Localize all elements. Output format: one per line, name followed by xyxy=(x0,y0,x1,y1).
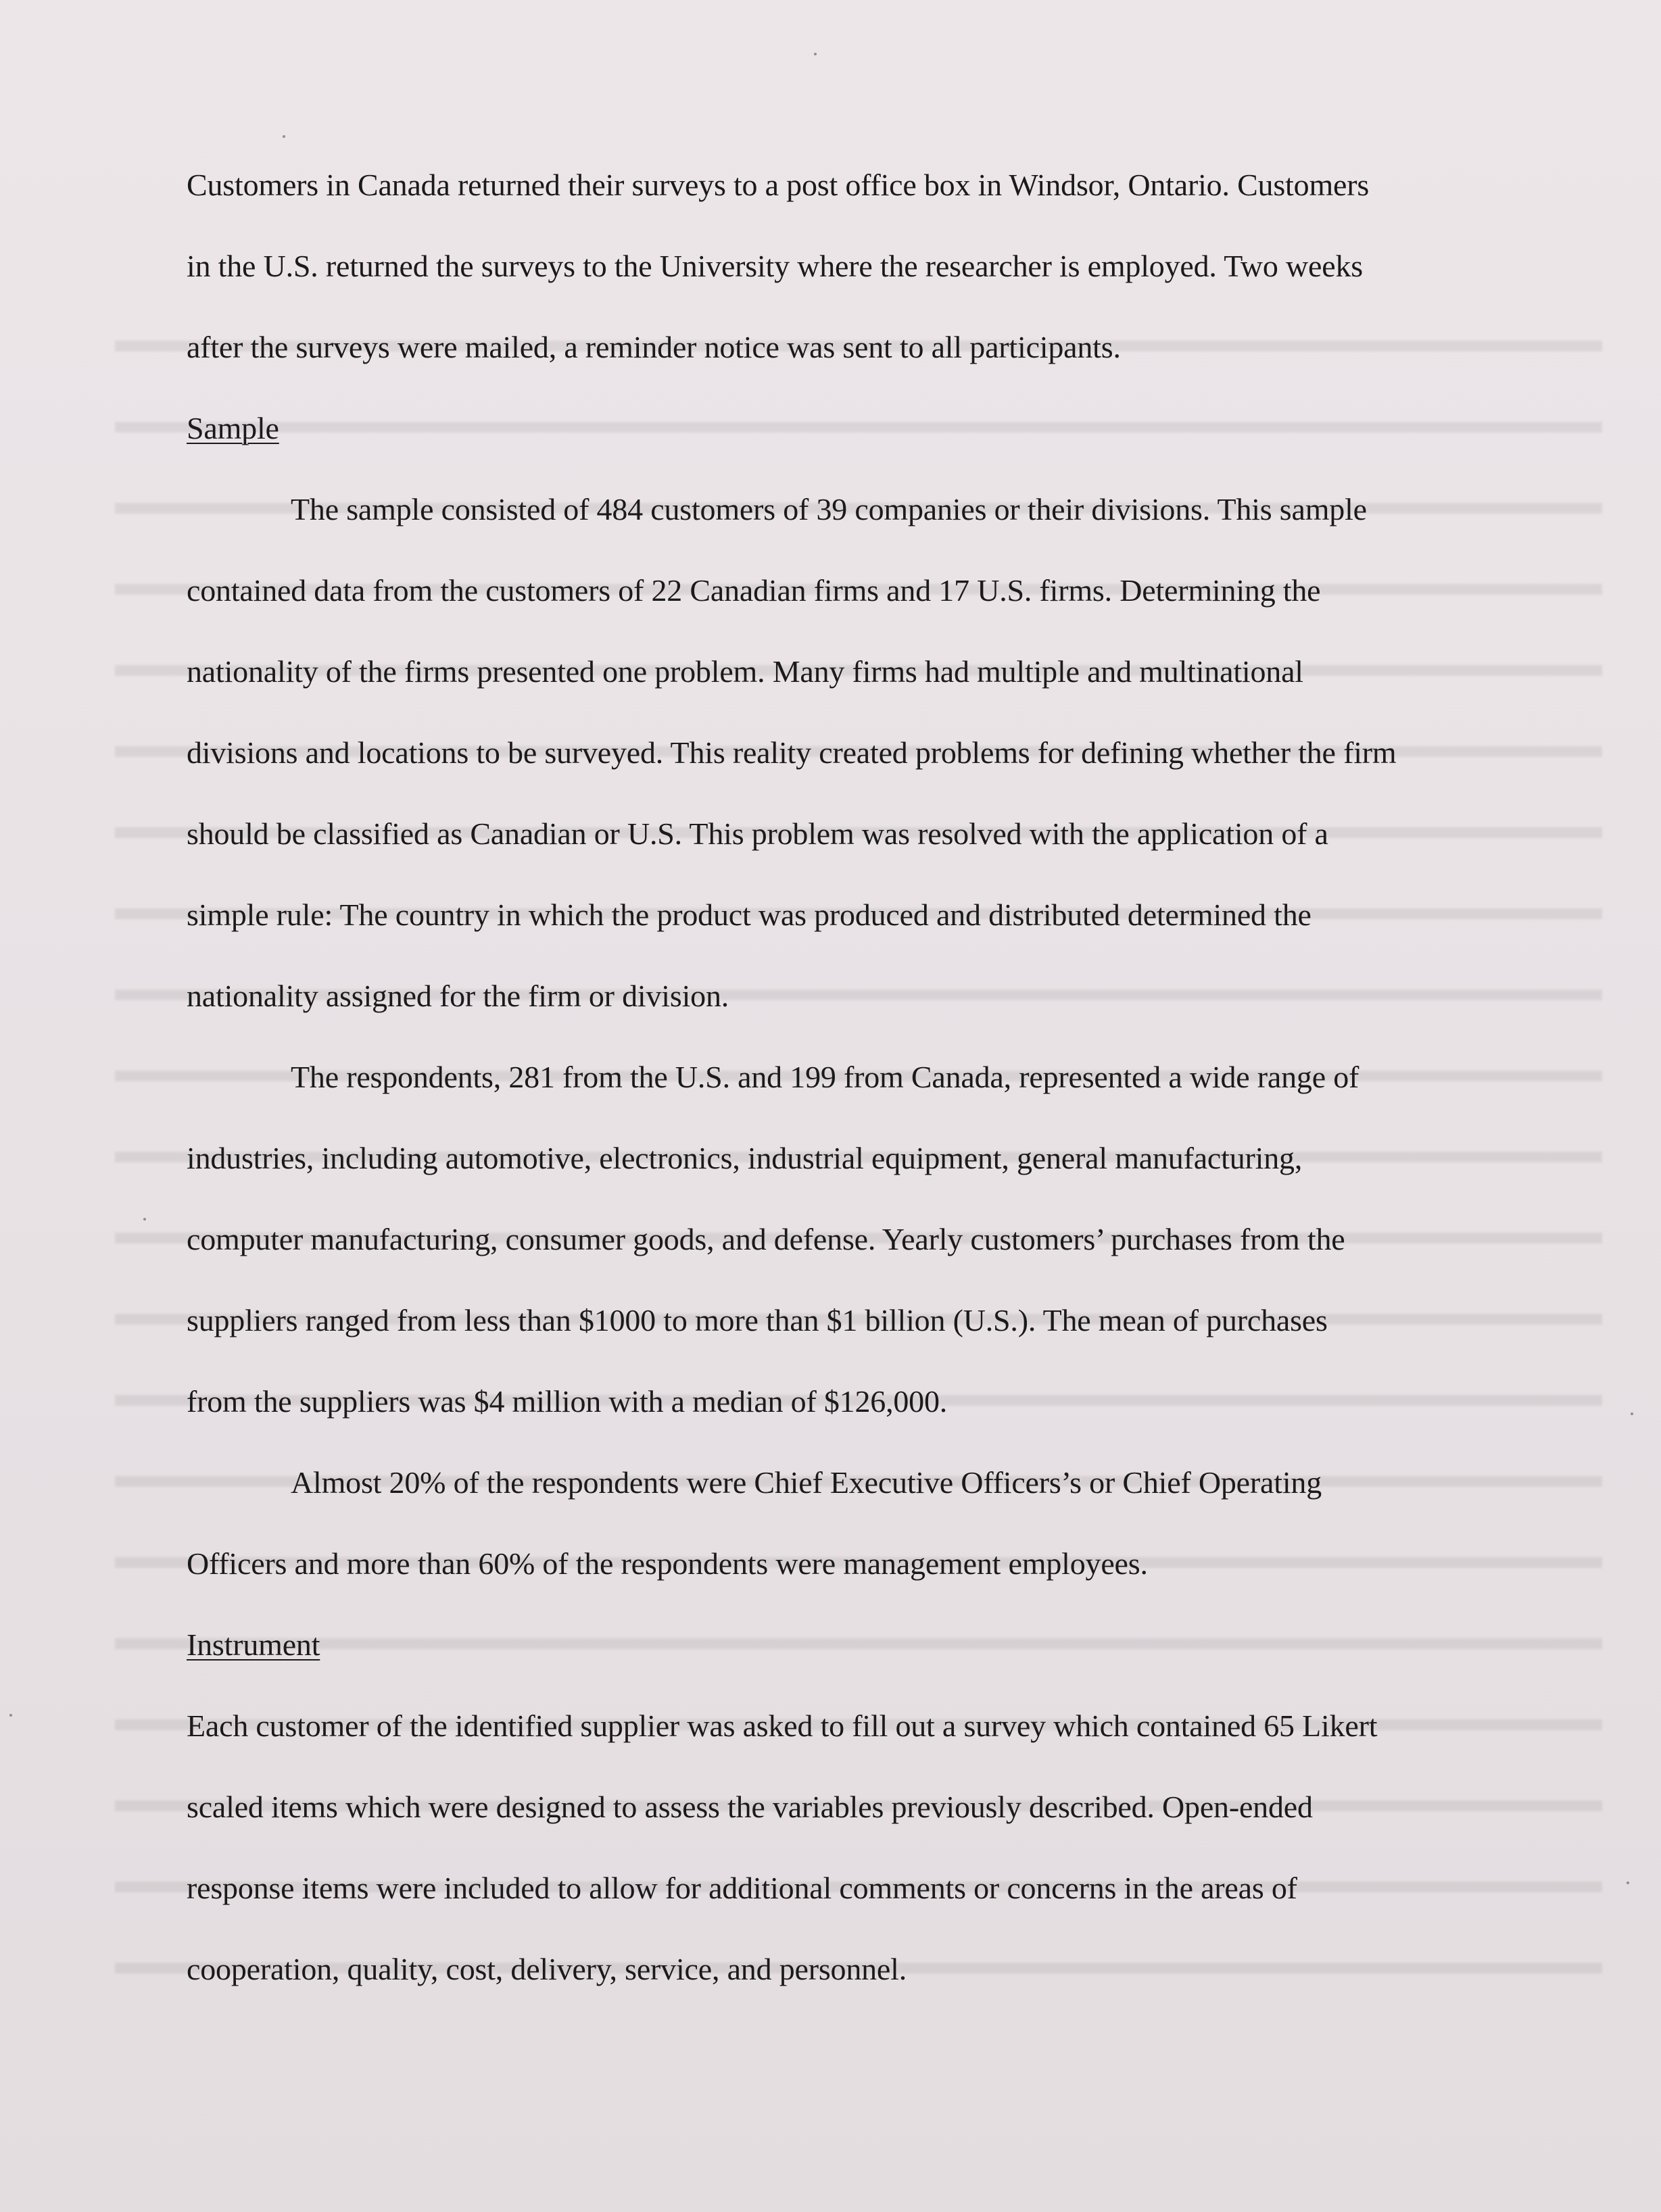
body-line: industries, including automotive, electronics, industrial equipment, general manufacturing, xyxy=(187,1141,1303,1175)
body-line: nationality assigned for the firm or division. xyxy=(187,979,729,1013)
body-line: after the surveys were mailed, a reminder notice was sent to all participants. xyxy=(187,330,1121,364)
paper-speck xyxy=(1627,1882,1629,1884)
body-line: response items were included to allow for additional comments or concerns in the areas of xyxy=(187,1871,1297,1905)
paper-speck xyxy=(9,1714,12,1717)
body-line: cooperation, quality, cost, delivery, service, and personnel. xyxy=(187,1952,907,1986)
paper-speck xyxy=(143,1218,146,1221)
body-line: in the U.S. returned the surveys to the University where the researcher is employed. Two weeks xyxy=(187,249,1363,283)
body-line: scaled items which were designed to assess the variables previously described. Open-ended xyxy=(187,1790,1313,1824)
body-line: simple rule: The country in which the product was produced and distributed determined the xyxy=(187,898,1311,932)
paper-speck xyxy=(1631,1412,1633,1415)
body-line: The respondents, 281 from the U.S. and 199 from Canada, represented a wide range of xyxy=(291,1060,1359,1094)
body-line: from the suppliers was $4 million with a median of $126,000. xyxy=(187,1384,948,1419)
section-heading-instrument: Instrument xyxy=(187,1627,320,1662)
body-line: Each customer of the identified supplier was asked to fill out a survey which contained 65 Likert xyxy=(187,1709,1378,1743)
body-line: Almost 20% of the respondents were Chief Executive Officers’s or Chief Operating xyxy=(291,1465,1322,1500)
body-line: nationality of the firms presented one problem. Many firms had multiple and multinational xyxy=(187,654,1303,689)
body-line: should be classified as Canadian or U.S. This problem was resolved with the application of a xyxy=(187,816,1328,851)
body-line: computer manufacturing, consumer goods, and defense. Yearly customers’ purchases from the xyxy=(187,1222,1345,1256)
section-heading-sample: Sample xyxy=(187,411,279,445)
body-line: Officers and more than 60% of the respondents were management employees. xyxy=(187,1546,1148,1581)
paper-speck xyxy=(814,53,817,55)
body-line: suppliers ranged from less than $1000 to more than $1 billion (U.S.). The mean of purchases xyxy=(187,1303,1328,1337)
body-line: The sample consisted of 484 customers of 39 companies or their divisions. This sample xyxy=(291,492,1367,526)
body-line: divisions and locations to be surveyed. This reality created problems for defining whether the firm xyxy=(187,735,1397,770)
body-line: contained data from the customers of 22 Canadian firms and 17 U.S. firms. Determining the xyxy=(187,573,1321,608)
paper-speck xyxy=(283,135,285,138)
document-body xyxy=(187,145,1552,2010)
body-line: Customers in Canada returned their surveys to a post office box in Windsor, Ontario. Customers xyxy=(187,168,1370,202)
